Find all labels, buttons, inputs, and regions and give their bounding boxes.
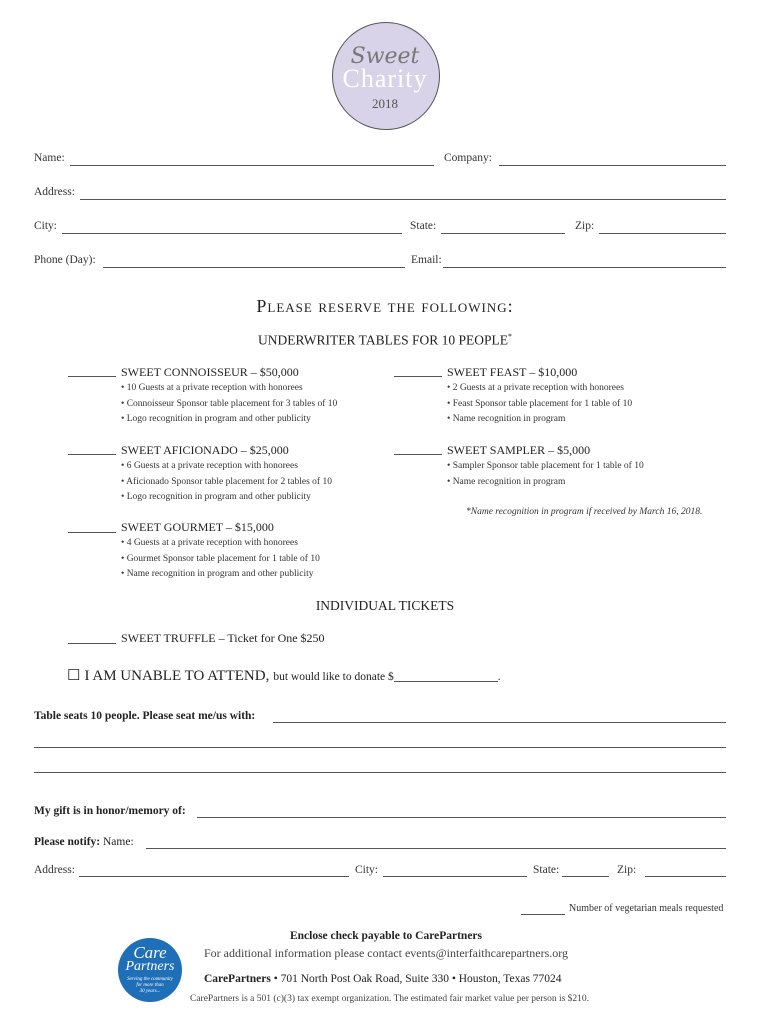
gift-field[interactable]	[197, 817, 726, 818]
truffle-quantity-field[interactable]	[68, 643, 116, 644]
feast-title: SWEET FEAST – $10,000	[447, 365, 578, 379]
bullet: • 6 Guests at a private reception with honorees	[121, 461, 298, 471]
aficionado-bullets	[121, 459, 332, 506]
bullet: • Logo recognition in program and other publicity	[121, 492, 311, 502]
vegetarian-label: Number of vegetarian meals requested	[569, 903, 724, 914]
unable-checkbox[interactable]: ☐	[67, 668, 81, 684]
gift-label: My gift is in honor/memory of:	[34, 805, 186, 817]
company-label: Company:	[444, 152, 492, 164]
truffle-title: SWEET TRUFFLE – Ticket for One $250	[121, 631, 325, 645]
seating-field-line-1[interactable]	[273, 722, 726, 723]
feast-bullets	[447, 381, 632, 428]
notify-address-label: Address:	[34, 864, 75, 876]
notify-name-field[interactable]	[146, 848, 726, 849]
notify-label: Please notify:	[34, 836, 101, 848]
sampler-title: SWEET SAMPLER – $5,000	[447, 443, 591, 457]
notify-address-field[interactable]	[79, 876, 349, 877]
feast-quantity-field[interactable]	[394, 376, 442, 377]
gourmet-title: SWEET GOURMET – $15,000	[121, 520, 274, 534]
notify-zip-label: Zip:	[617, 864, 637, 876]
seating-field-line-3[interactable]	[34, 772, 726, 773]
state-label: State:	[410, 220, 437, 232]
notify-city-field[interactable]	[383, 876, 527, 877]
bullet: • Feast Sponsor table placement for 1 table of 10	[447, 398, 633, 409]
individual-title: INDIVIDUAL TICKETS	[315, 598, 455, 613]
notify-row	[34, 836, 134, 848]
logo-tagline-line: for more than	[136, 983, 164, 988]
notify-state-field[interactable]	[562, 876, 609, 877]
connoisseur-title: SWEET CONNOISSEUR – $50,000	[121, 365, 299, 379]
bullet: • Name recognition in program	[447, 414, 566, 424]
seating-label: Table seats 10 people. Please seat me/us with:	[34, 710, 256, 722]
unable-donate-text: but would like to donate $	[273, 671, 394, 683]
email-field[interactable]	[443, 267, 726, 268]
bullet: • Gourmet Sponsor table placement for 1 table of 10	[121, 553, 320, 564]
sampler-quantity-field[interactable]	[394, 454, 442, 455]
sampler-bullets	[447, 459, 644, 490]
unable-main-text: I AM UNABLE TO ATTEND,	[84, 668, 270, 684]
connoisseur-quantity-field[interactable]	[68, 376, 116, 377]
underwriter-title	[0, 332, 770, 349]
city-label: City:	[34, 220, 58, 232]
logo-care-text: Care	[133, 943, 167, 962]
logo-year-text: 2018	[372, 96, 398, 111]
bullet: • 2 Guests at a private reception with honorees	[447, 383, 624, 393]
logo-partners-text: Partners	[125, 959, 175, 974]
donation-amount-field[interactable]	[394, 669, 498, 682]
bullet: • 4 Guests at a private reception with honorees	[121, 538, 298, 548]
bullet: • Aficionado Sponsor table placement for 2 tables of 10	[121, 476, 332, 487]
logo-tagline	[118, 977, 182, 995]
aficionado-quantity-field[interactable]	[68, 454, 116, 455]
address-label: Address:	[34, 186, 75, 198]
phone-label: Phone (Day):	[34, 254, 96, 266]
name-field[interactable]	[70, 165, 434, 166]
recognition-note: *Name recognition in program if received by March 16, 2018.	[466, 507, 703, 517]
bullet: • Logo recognition in program and other publicity	[121, 414, 311, 424]
logo-tagline-line: 30 years...	[139, 989, 161, 994]
address-field[interactable]	[80, 199, 726, 200]
company-field[interactable]	[499, 165, 726, 166]
notify-zip-field[interactable]	[645, 876, 726, 877]
tax-note: CarePartners is a 501 (c)(3) tax exempt organization. The estimated fair market value per person is $210.	[190, 994, 590, 1004]
org-address-text: • 701 North Post Oak Road, Suite 330 • Houston, Texas 77024	[270, 973, 562, 985]
underwriter-footnote-mark: *	[507, 332, 512, 341]
city-field[interactable]	[62, 233, 402, 234]
underwriter-title-text: UNDERWRITER TABLES FOR 10 PEOPLE	[258, 332, 508, 348]
bullet: • Sampler Sponsor table placement for 1 table of 10	[447, 461, 644, 471]
logo-script-text: Sweet	[350, 44, 420, 69]
bullet: • Name recognition in program and other publicity	[121, 569, 314, 579]
phone-field[interactable]	[103, 267, 405, 268]
reserve-heading: Please reserve the following:	[256, 296, 514, 316]
logo-word-text: Charity	[342, 64, 428, 93]
gourmet-quantity-field[interactable]	[68, 532, 116, 533]
org-address	[204, 973, 562, 985]
connoisseur-bullets	[121, 381, 337, 428]
logo-tagline-line: Serving the community	[127, 977, 173, 982]
bullet: • 10 Guests at a private reception with honorees	[121, 383, 303, 393]
aficionado-title: SWEET AFICIONADO – $25,000	[121, 443, 289, 457]
contact-info-text: For additional information please contact events@interfaithcarepartners.org	[204, 946, 569, 960]
vegetarian-count-field[interactable]	[521, 914, 565, 915]
enclose-check-text: Enclose check payable to CarePartners	[289, 930, 483, 942]
org-name: CarePartners	[204, 973, 271, 985]
bullet: • Connoisseur Sponsor table placement for 3 tables of 10	[121, 398, 338, 409]
notify-name-label: Name:	[102, 836, 134, 848]
gourmet-bullets	[121, 536, 320, 583]
notify-state-label: State:	[533, 864, 560, 876]
state-field[interactable]	[441, 233, 565, 234]
notify-city-label: City:	[355, 864, 379, 876]
unable-period: .	[497, 671, 501, 683]
unable-row	[67, 666, 501, 685]
zip-label: Zip:	[575, 220, 595, 232]
name-label: Name:	[34, 152, 65, 164]
bullet: • Name recognition in program	[447, 476, 566, 487]
zip-field[interactable]	[599, 233, 726, 234]
seating-field-line-2[interactable]	[34, 747, 726, 748]
email-label: Email:	[411, 254, 442, 266]
